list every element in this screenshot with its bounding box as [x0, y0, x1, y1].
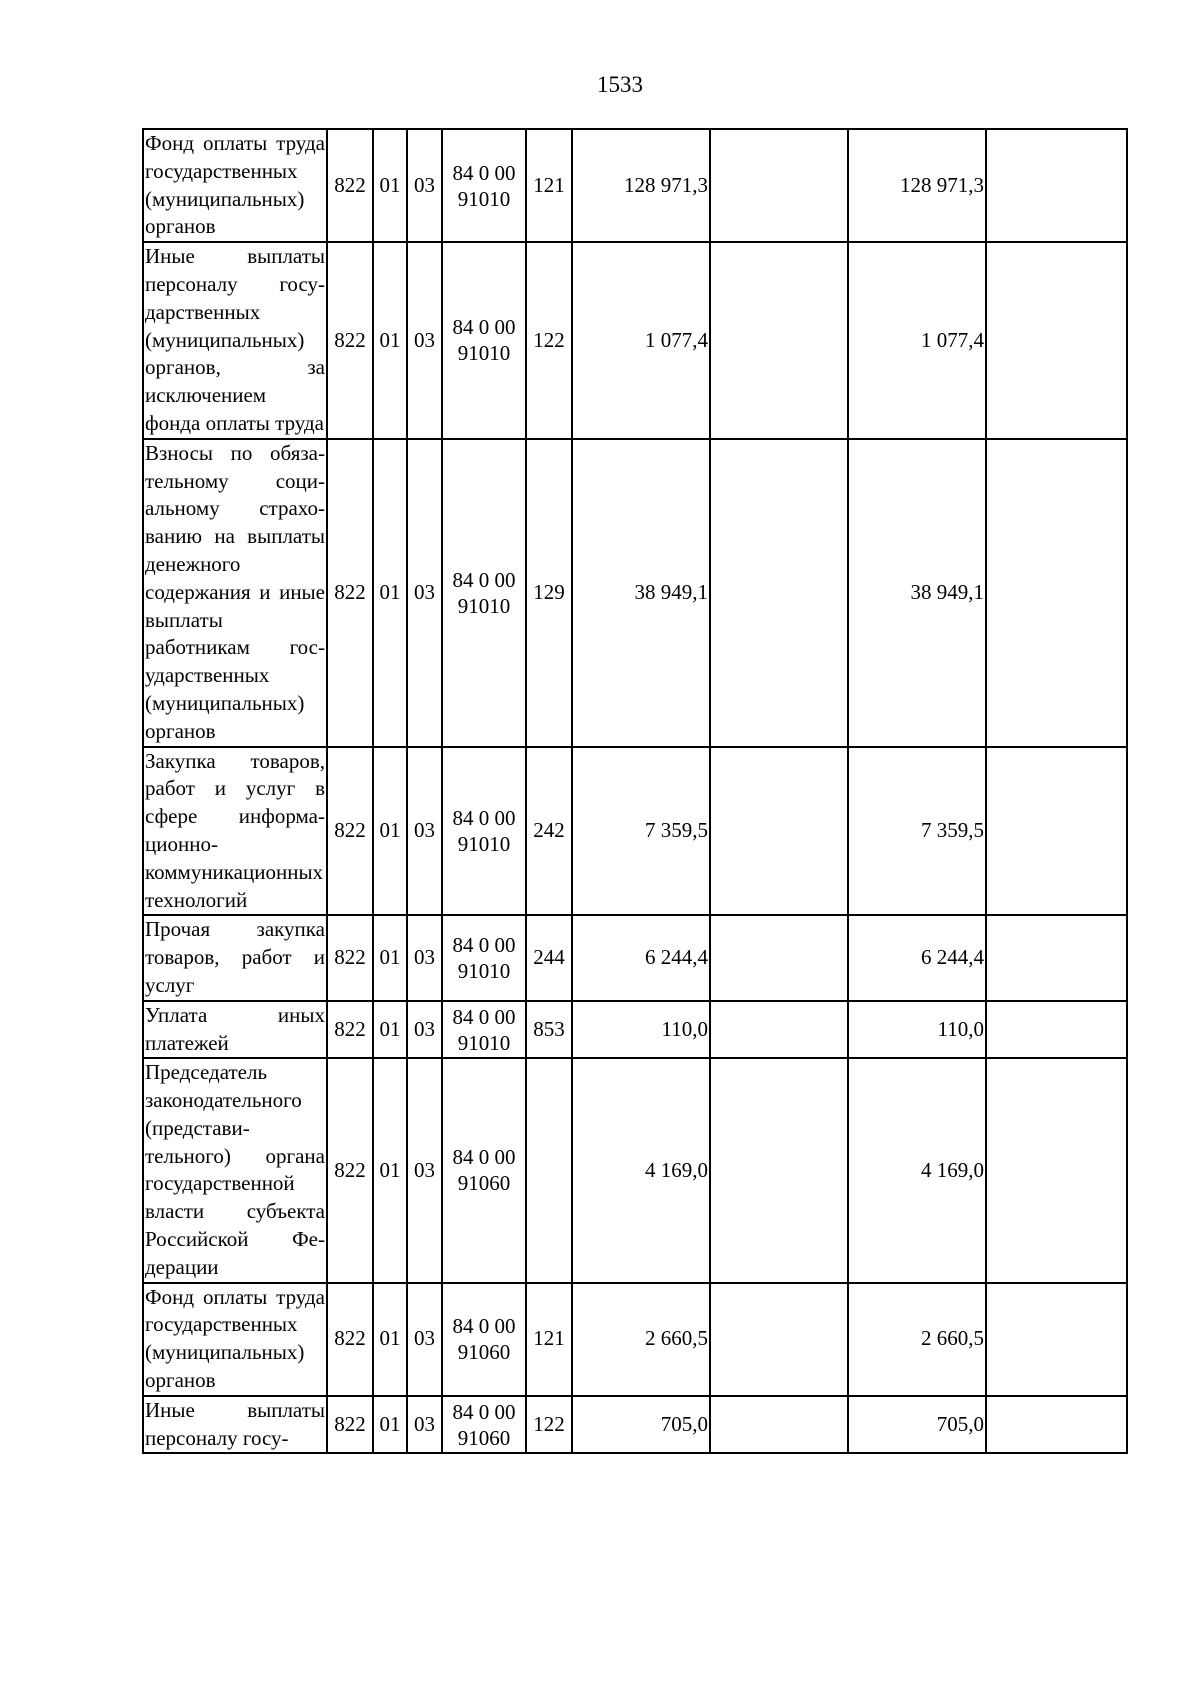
- last-cell: [986, 129, 1127, 242]
- budget-table: [142, 128, 1128, 1454]
- target-article-cell: [442, 1283, 526, 1396]
- table-row: [143, 747, 1127, 916]
- section-code-cell: 01: [373, 1396, 407, 1454]
- target-article-line: 91010: [457, 593, 511, 618]
- ministry-code-cell: 822: [327, 1001, 373, 1059]
- amount-cell: 2 660,5: [572, 1283, 710, 1396]
- ministry-code-cell: 822: [327, 129, 373, 242]
- target-article-cell: [442, 747, 526, 916]
- total-cell: 2 660,5: [848, 1283, 986, 1396]
- subsection-code-cell: 03: [407, 242, 442, 439]
- last-cell: [986, 915, 1127, 1000]
- target-article-cell: [442, 242, 526, 439]
- target-article-cell: [442, 439, 526, 747]
- budget-table-body: [143, 129, 1127, 1453]
- target-article-line: 91010: [457, 831, 511, 856]
- target-article-line: 84 0 00: [452, 315, 516, 340]
- target-article-cell: [442, 915, 526, 1000]
- extra-cell: [710, 242, 848, 439]
- table-row: [143, 915, 1127, 1000]
- amount-cell: 38 949,1: [572, 439, 710, 747]
- amount-cell: 110,0: [572, 1001, 710, 1059]
- extra-cell: [710, 439, 848, 747]
- target-article-line: 91010: [457, 341, 511, 366]
- total-cell: 128 971,3: [848, 129, 986, 242]
- subsection-code-cell: 03: [407, 1396, 442, 1454]
- extra-cell: [710, 1396, 848, 1454]
- expense-type-cell: 242: [526, 747, 572, 916]
- table-row: [143, 242, 1127, 439]
- last-cell: [986, 1283, 1127, 1396]
- amount-cell: 4 169,0: [572, 1058, 710, 1282]
- expense-type-cell: 121: [526, 129, 572, 242]
- amount-cell: 1 077,4: [572, 242, 710, 439]
- target-article-line: 84 0 00: [452, 1314, 516, 1339]
- ministry-code-cell: 822: [327, 242, 373, 439]
- ministry-code-cell: 822: [327, 1396, 373, 1454]
- row-name-cell: Иные выплаты персоналу государственных (муниципальных) органов, за исключением фонда оплаты труда: [143, 242, 327, 439]
- table-row: [143, 1001, 1127, 1059]
- extra-cell: [710, 1283, 848, 1396]
- section-code-cell: 01: [373, 129, 407, 242]
- target-article-line: 84 0 00: [452, 567, 516, 592]
- subsection-code-cell: 03: [407, 1283, 442, 1396]
- subsection-code-cell: 03: [407, 747, 442, 916]
- extra-cell: [710, 747, 848, 916]
- target-article-cell: [442, 1058, 526, 1282]
- row-name-cell: Прочая закупка товаров, работ и услуг: [143, 915, 327, 1000]
- target-article-line: 91060: [457, 1171, 511, 1196]
- row-name-cell: Иные выплаты персоналу госу-: [143, 1396, 327, 1454]
- last-cell: [986, 1001, 1127, 1059]
- ministry-code-cell: 822: [327, 915, 373, 1000]
- ministry-code-cell: 822: [327, 747, 373, 916]
- last-cell: [986, 1396, 1127, 1454]
- last-cell: [986, 439, 1127, 747]
- extra-cell: [710, 129, 848, 242]
- subsection-code-cell: 03: [407, 915, 442, 1000]
- amount-cell: 128 971,3: [572, 129, 710, 242]
- total-cell: 38 949,1: [848, 439, 986, 747]
- last-cell: [986, 242, 1127, 439]
- extra-cell: [710, 1001, 848, 1059]
- row-name-cell: Закупка товаров, работ и услуг в сфере информационно-коммуникационных технологий: [143, 747, 327, 916]
- section-code-cell: 01: [373, 1001, 407, 1059]
- ministry-code-cell: 822: [327, 1283, 373, 1396]
- expense-type-cell: 121: [526, 1283, 572, 1396]
- target-article-line: 91060: [457, 1425, 511, 1450]
- subsection-code-cell: 03: [407, 439, 442, 747]
- section-code-cell: 01: [373, 915, 407, 1000]
- target-article-cell: [442, 1001, 526, 1059]
- row-name-cell: Председатель законодательного (представительного) органа государственной власти субъекта Российской Федерации: [143, 1058, 327, 1282]
- table-row: [143, 129, 1127, 242]
- table-row: [143, 1058, 1127, 1282]
- amount-cell: 7 359,5: [572, 747, 710, 916]
- expense-type-cell: 853: [526, 1001, 572, 1059]
- section-code-cell: 01: [373, 1283, 407, 1396]
- expense-type-cell: 122: [526, 1396, 572, 1454]
- target-article-line: 91060: [457, 1340, 511, 1365]
- target-article-line: 84 0 00: [452, 933, 516, 957]
- section-code-cell: 01: [373, 242, 407, 439]
- last-cell: [986, 747, 1127, 916]
- subsection-code-cell: 03: [407, 1001, 442, 1059]
- expense-type-cell: [526, 1058, 572, 1282]
- target-article-line: 91010: [457, 186, 511, 211]
- ministry-code-cell: 822: [327, 1058, 373, 1282]
- extra-cell: [710, 1058, 848, 1282]
- total-cell: 4 169,0: [848, 1058, 986, 1282]
- target-article-line: 84 0 00: [452, 1145, 516, 1170]
- extra-cell: [710, 915, 848, 1000]
- amount-cell: 6 244,4: [572, 915, 710, 1000]
- total-cell: 705,0: [848, 1396, 986, 1454]
- subsection-code-cell: 03: [407, 1058, 442, 1282]
- amount-cell: 705,0: [572, 1396, 710, 1454]
- section-code-cell: 01: [373, 747, 407, 916]
- table-row: [143, 1283, 1127, 1396]
- target-article-line: 91010: [457, 959, 511, 983]
- expense-type-cell: 122: [526, 242, 572, 439]
- target-article-cell: [442, 129, 526, 242]
- target-article-line: 91010: [457, 1030, 511, 1055]
- page-number: 1533: [597, 72, 643, 97]
- ministry-code-cell: 822: [327, 439, 373, 747]
- row-name-cell: Фонд оплаты труда государственных (муниципальных) органов: [143, 1283, 327, 1396]
- total-cell: 110,0: [848, 1001, 986, 1059]
- table-row: [143, 439, 1127, 747]
- table-row: [143, 1396, 1127, 1454]
- last-cell: [986, 1058, 1127, 1282]
- target-article-line: 84 0 00: [452, 805, 516, 830]
- total-cell: 1 077,4: [848, 242, 986, 439]
- expense-type-cell: 244: [526, 915, 572, 1000]
- row-name-cell: Фонд оплаты труда государственных (муниципальных) органов: [143, 129, 327, 242]
- row-name-cell: Уплата иных платежей: [143, 1001, 327, 1059]
- target-article-line: 84 0 00: [452, 160, 516, 185]
- section-code-cell: 01: [373, 1058, 407, 1282]
- target-article-cell: [442, 1396, 526, 1454]
- row-name-cell: Взносы по обязательному социальному страхованию на выплаты денежного содержания и иные выплаты работникам государственных (муниципальных) органов: [143, 439, 327, 747]
- target-article-line: 84 0 00: [452, 1399, 516, 1424]
- expense-type-cell: 129: [526, 439, 572, 747]
- target-article-line: 84 0 00: [452, 1004, 516, 1029]
- total-cell: 6 244,4: [848, 915, 986, 1000]
- total-cell: 7 359,5: [848, 747, 986, 916]
- subsection-code-cell: 03: [407, 129, 442, 242]
- section-code-cell: 01: [373, 439, 407, 747]
